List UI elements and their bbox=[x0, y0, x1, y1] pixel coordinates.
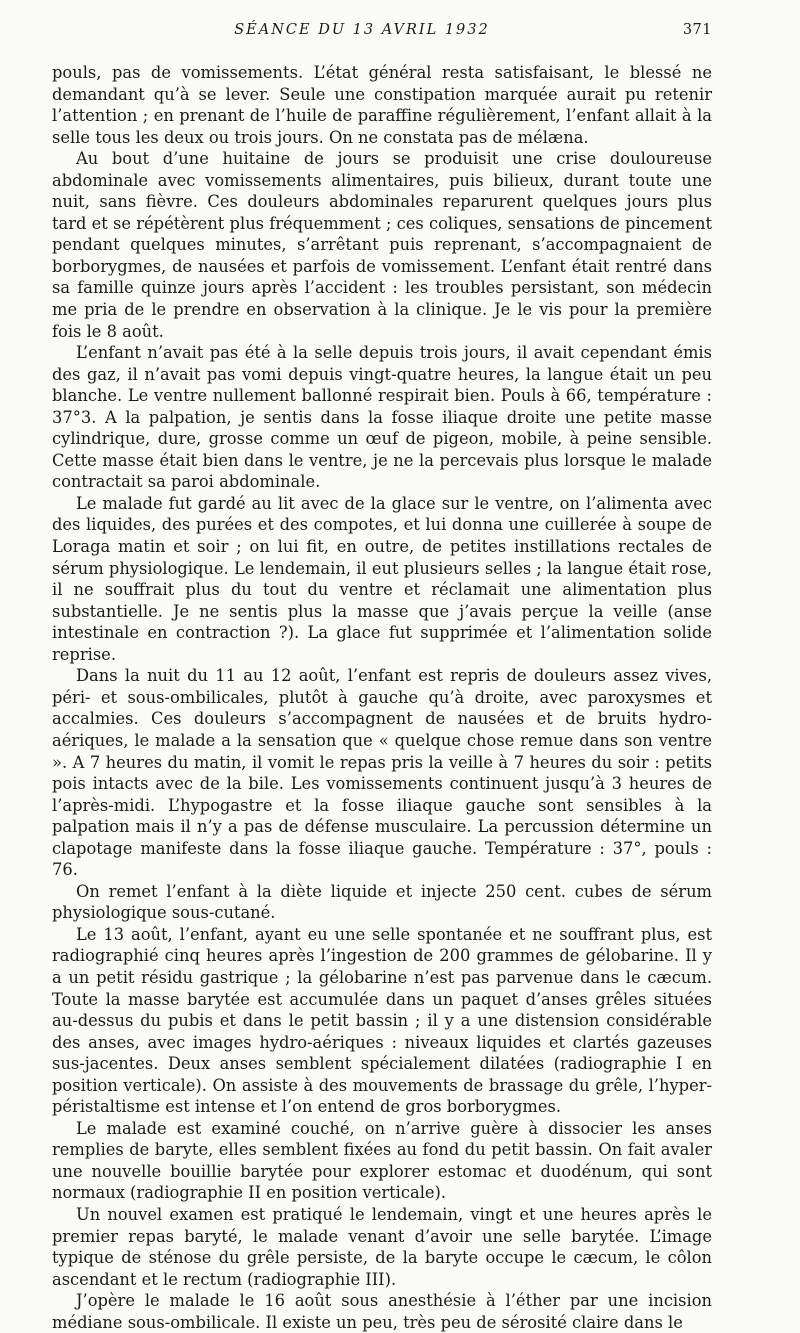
paragraph: Le 13 août, l’enfant, ayant eu une selle spontanée et ne souffrant plus, est radiographié cinq heures après l’ingestion de 200 grammes de gélobarine. Il y a un petit résidu gastrique ; la gélobarine n’est pas parvenue dans le cæcum. Toute la masse barytée est accumulée dans un paquet d’anses grêles situées au-dessus du pubis et dans le petit bassin ; il y a une distension considérable des anses, avec images hydro-aériques : niveaux liquides et clartés gazeuses sus-jacentes. Deux anses semblent spécialement dilatées (radiographie I en position verticale). On assiste à des mouvements de brassage du grêle, l’hyper-péristaltisme est intense et l’on entend de gros borborygmes. bbox=[52, 924, 712, 1117]
paragraph: Au bout d’une huitaine de jours se produisit une crise douloureuse abdominale avec vomissements alimentaires, puis bilieux, durant toute une nuit, sans fièvre. Ces douleurs abdominales reparurent quelques jours plus tard et se répétèrent plus fréquemment ; ces coliques, sensations de pincement pendant quelques minutes, s’arrêtant puis reprenant, s’accompagnaient de borborygmes, de nausées et parfois de vomissement. L’enfant était rentré dans sa famille quinze jours après l’accident : les troubles persistant, son médecin me pria de le prendre en observation à la clinique. Je le vis pour la première fois le 8 août. bbox=[52, 149, 712, 341]
page-number: 371 bbox=[682, 22, 712, 38]
paragraph: L’enfant n’avait pas été à la selle depuis trois jours, il avait cependant émis des gaz, il n’avait pas vomi depuis vingt-quatre heures, la langue était un peu blanche. Le ventre nullement ballonné respirait bien. Pouls à 66, température : 37°3. A la palpation, je sentis dans la fosse iliaque droite une petite masse cylindrique, dure, grosse comme un œuf de pigeon, mobile, à peine sensible. Cette masse était bien dans le ventre, je ne la percevais plus lorsque le malade contractait sa paroi abdominale. bbox=[52, 343, 712, 492]
running-title: SÉANCE DU 13 AVRIL 1932 bbox=[234, 22, 490, 38]
paragraph: Le malade est examiné couché, on n’arrive guère à dissocier les anses remplies de baryte, elles semblent fixées au fond du petit bassin. On fait avaler une nouvelle bouillie barytée pour explorer estomac et duodénum, qui sont normaux (radiographie II en position verticale). bbox=[52, 1118, 712, 1203]
body-text bbox=[52, 62, 712, 1333]
page bbox=[52, 18, 712, 1333]
running-header bbox=[52, 18, 712, 48]
paragraph: Un nouvel examen est pratiqué le lendemain, vingt et une heures après le premier repas baryté, le malade venant d’avoir une selle barytée. L’image typique de sténose du grêle persiste, de la baryte occupe le cæcum, le côlon ascendant et le rectum (radiographie III). bbox=[52, 1204, 712, 1289]
paragraph: pouls, pas de vomissements. L’état général resta satisfaisant, le blessé ne demandant qu’à se lever. Seule une constipation marquée aurait pu retenir l’attention ; en prenant de l’huile de paraffine régulièrement, l’enfant allait à la selle tous les deux ou trois jours. On ne constata pas de mélæna. bbox=[52, 63, 712, 147]
paragraph: J’opère le malade le 16 août sous anesthésie à l’éther par une incision médiane sous-ombilicale. Il existe un peu, très peu de sérosité claire dans le bbox=[52, 1291, 712, 1332]
paragraph: Dans la nuit du 11 au 12 août, l’enfant est repris de douleurs assez vives, péri- et sous-ombilicales, plutôt à gauche qu’à droite, avec paroxysmes et accalmies. Ces douleurs s’accompagnent de nausées et de bruits hydro-aériques, le malade a la sensation que « quelque chose remue dans son ventre ». A 7 heures du matin, il vomit le repas pris la veille à 7 heures du soir : petits pois intacts avec de la bile. Les vomissements continuent jusqu’à 3 heures de l’après-midi. L’hypogastre et la fosse iliaque gauche sont sensibles à la palpation mais il n’y a pas de défense musculaire. La percussion détermine un clapotage manifeste dans la fosse iliaque gauche. Température : 37°, pouls : 76. bbox=[52, 666, 712, 880]
paragraph: Le malade fut gardé au lit avec de la glace sur le ventre, on l’alimenta avec des liquides, des purées et des compotes, et lui donna une cuillerée à soupe de Loraga matin et soir ; on lui fit, en outre, de petites instillations rectales de sérum physiologique. Le lendemain, il eut plusieurs selles ; la langue était rose, il ne souffrait plus du tout du ventre et réclamait une alimentation plus substantielle. Je ne sentis plus la masse que j’avais perçue la veille (anse intestinale en contraction ?). La glace fut supprimée et l’alimentation solide reprise. bbox=[52, 493, 712, 664]
paragraph: On remet l’enfant à la diète liquide et injecte 250 cent. cubes de sérum physiologique sous-cutané. bbox=[52, 881, 712, 923]
